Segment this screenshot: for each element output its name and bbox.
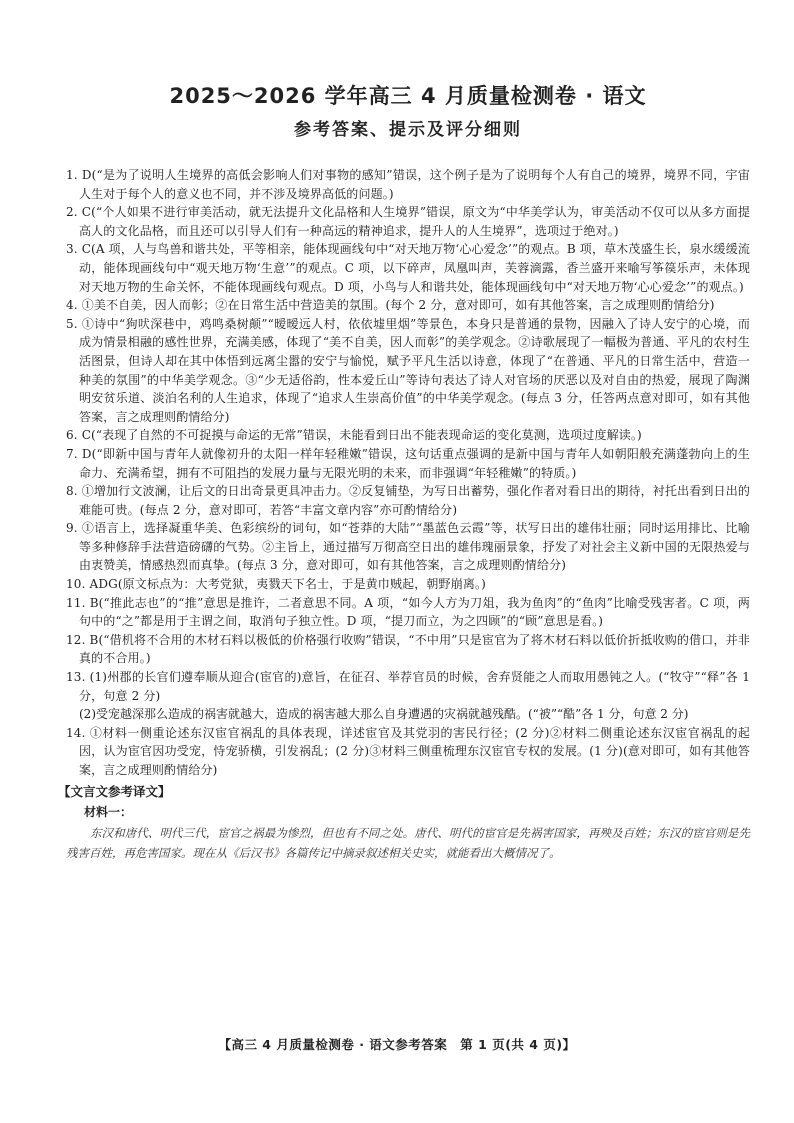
answer-item-7: 7. D(“即新中国与青年人就像初升的太阳一样年轻稚嫩”错误，这句话重点强调的是新中国与青年人如朝阳般充满蓬勃向上的生命力、充满希望，拥有不可阻挡的发展力量与无限光明的未来，而非强调“年轻稚嫩”的特质。) <box>66 446 750 480</box>
answer-item-13-part-1 <box>66 668 750 705</box>
answer-item-5: 5. ①诗中“狗吠深巷中，鸡鸣桑树颠”“暧暧远人村，依依墟里烟”等景色，本身只是普通的景物，因融入了诗人安宁的心境，而成为情景相融的感性世界，充满美感，体现了“美不自美，因人而彰”的美学观念。②诗歌展现了一幅极为普通、平凡的农村生活图景，但诗人却在其中体悟到远离尘嚣的安宁与愉悦，赋予平凡生活以诗意，体现了“在普通、平凡的日常生活中，营造一种美的氛围”的中华美学观念。③“少无适俗韵，性本爱丘山”等诗句表达了诗人对官场的厌恶以及对自由的热爱，展现了陶渊明安贫乐道、淡泊名利的人生追求，体现了“追求人生崇高价值”的中华美学观念。(每点 3 分，任答两点意对即可，如有其他答案，言之成理则酌情给分) <box>66 316 750 424</box>
answer-item-6: 6. C(“表现了自然的不可捉摸与命运的无常”错误，未能看到日出不能表现命运的变化莫测，选项过度解读。) <box>66 428 642 443</box>
document-title: 2025～2026 学年高三 4 月质量检测卷 · 语文 <box>169 84 647 108</box>
answer-item-13-sub-2: (2)受宠越深那么造成的祸害就越大，造成的祸害越大那么自身遭遇的灾祸就越残酷。(“被”“酷”各 1 分，句意 2 分) <box>79 707 689 722</box>
page-footer: 【高三 4 月质量检测卷 · 语文参考答案 第 1 页(共 4 页)】 <box>218 1037 576 1052</box>
answer-item-13 <box>66 668 750 724</box>
answer-item-12: 12. B(“借机将不合用的木材石料以极低的价格强行收购”错误，“不中用”只是宦官为了将木材石料以低价折抵收购的借口，并非真的不合用。) <box>66 632 750 666</box>
answer-item-8: 8. ①增加行文波澜，让后文的日出奇景更具冲击力。②反复铺垫，为写日出蓄势，强化作者对看日出的期待，衬托出看到日出的难能可贵。(每点 2 分，意对即可，若答“丰富文章内容”亦可酌情给分) <box>66 484 750 517</box>
answer-item-13-sub-1: (1)州郡的长官们遵奉顺从迎合(宦官的)意旨，在征召、举荐官员的时候，舍弃贤能之人而取用愚钝之人。(“牧守”“释”各 1 分，句意 2 分) <box>79 670 750 703</box>
answer-item-13-number: 13. <box>66 670 90 685</box>
material-one-title: 材料一： <box>84 804 133 819</box>
answer-item-3: 3. C(A 项，人与鸟兽和谐共处，平等相亲，能体现画线句中“对天地万物‘心心爱念’”的观点。B 项，草木茂盛生长，泉水缓缓流动，能体现画线句中“观天地万物‘生意’”的观点。C 项，以下碎声，凤凰叫声，芙蓉滴露，香兰盛开来喻写筝篌乐声，未体现对天地万物的生命关怀，不能体现画线句观点。D 项，小鸟与人和谐共处，能体现画线句中“对天地万物‘心心爱念’”的观点。) <box>66 242 750 294</box>
answer-item-4: 4. ①美不自美，因人而彰；②在日常生活中营造美的氛围。(每个 2 分，意对即可，如有其他答案，言之成理则酌情给分) <box>66 298 715 313</box>
answer-item-9: 9. ①语言上，选择凝重华美、色彩缤纷的词句，如“苍莽的大陆”“墨蓝色云霞”等，状写日出的雄伟壮丽；同时运用排比、比喻等多种修辞手法营造磅礴的气势。②主旨上，通过描写万彻高空日出的雄伟瑰丽景象，抒发了对社会主义新中国的无限热爱与由衷赞美，情感热烈而真挚。(每点 3 分，意对即可，如有其他答案，言之成理则酌情给分) <box>66 521 750 573</box>
answer-list <box>66 166 750 780</box>
answer-item-1: 1. D(“是为了说明人生境界的高低会影响人们对事物的感知”错误，这个例子是为了说明每个人有自己的境界，境界不同，宇宙人生对于每个人的意义也不同，并不涉及境界高低的问题。) <box>66 168 750 201</box>
material-one-text: 东汉和唐代、明代三代，宦官之祸最为惨烈，但也有不同之处。唐代、明代的宦官是先祸害国家，再殃及百姓；东汉的宦官则是先残害百姓，再危害国家。现在从《后汉书》各篇传记中摘录叙述相关史实，就能看出大概情况了。 <box>66 825 750 860</box>
translation-section-title: 【文言文参考译文】 <box>58 783 171 799</box>
answer-item-10: 10. ADG(原文标点为：大考党狱，夷戮天下名士，于是黄巾贼起，朝野崩离。) <box>66 577 486 592</box>
document-subtitle: 参考答案、提示及评分细则 <box>294 120 522 140</box>
answer-item-11: 11. B(“推此志也”的“推”意思是推许，二者意思不同。A 项，“如今人方为刀俎，我为鱼肉”的“鱼肉”比喻受残害者。C 项，两句中的“之”都是用于主谓之间，取消句子独立性。D 项，“提刀而立，为之四顾”的“顾”意思是看。) <box>66 595 750 629</box>
answer-item-2: 2. C(“个人如果不进行审美活动，就无法提升文化品格和人生境界”错误，原文为“中华美学认为，审美活动不仅可以从多方面提高人的文化品格，而且还可以引导人们有一种高远的精神追求，提升人的人生境界”，选项过于绝对。) <box>66 205 750 238</box>
answer-item-14: 14. ①材料一侧重论述东汉宦官祸乱的具体表现，详述宦官及其党羽的害民行径；(2 分)②材料二侧重论述东汉宦官祸乱的起因，认为宦官因功受宠，恃宠骄横，引发祸乱；(2 分)③材料三侧重梳理东汉宦官专权的发展。(1 分)(意对即可，如有其他答案，言之成理则酌情给分) <box>66 725 750 777</box>
